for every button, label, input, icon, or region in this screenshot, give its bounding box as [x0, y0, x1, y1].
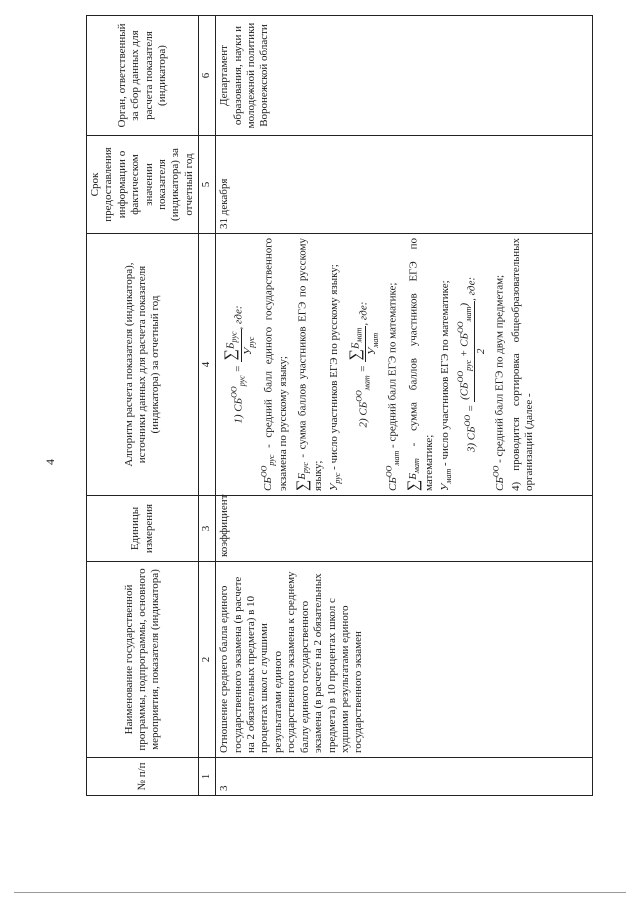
formula-2-term-1: $СБ^{ОО}_{мат}$ - средний балл ЕГЭ по математике;	[384, 282, 401, 491]
bottom-rule	[14, 892, 626, 893]
indicator-table	[86, 15, 593, 796]
column-number: 3	[199, 496, 216, 562]
formula-3-term-1: $СБ^{ОО}$ - средний балл ЕГЭ по двум предметам;	[491, 274, 507, 491]
column-number: 6	[199, 16, 216, 136]
indicator-name: Отношение среднего балла единого государственного экзамена (в расчете на 2 обязательных предмета) в 10 процентах школ с лучшими результатами единого государственного экзамена к среднему баллу единого государственного экзамена (в расчете на 2 обязательных предмета) в 10 процентах школ с худшими результатами единого государственного экзамен	[216, 562, 593, 758]
header-algorithm: Алгоритм расчета показателя (индикатора), источники данных для расчета показателя (индикатора) за отчетный год	[87, 234, 199, 496]
column-number: 5	[199, 136, 216, 234]
header-unit: Единицы измерения	[87, 496, 199, 562]
header-deadline: Срок предоставления информации о фактическом значении показателя (индикатора) за отчетный год	[87, 136, 199, 234]
table-header-row	[87, 16, 199, 796]
table-row	[216, 16, 593, 796]
formula-3: 3) $СБ^{ОО}$ = $(СБ^{ОО}_{рус} + СБ^{ОО}_{мат})$ 2 , где:	[456, 276, 488, 453]
algorithm-cell	[216, 234, 593, 496]
column-number: 1	[199, 758, 216, 796]
formula-2: 2) $СБ^{ОО}_{мат}$ = $\sum Б_{мат}$ $У_{мат}$ , где:	[346, 301, 381, 428]
page-number: 4	[43, 459, 57, 465]
header-num: № п/п	[87, 758, 199, 796]
formula-2-term-2: $\sum Б_{мат}$ - сумма баллов участников ЕГЭ по математике;	[404, 238, 436, 491]
formula-1-term-2: $\sum Б_{рус}$ - сумма баллов участников ЕГЭ по русскому языку;	[293, 238, 325, 491]
header-name: Наименование государственной программы, подпрограммы, основного мероприятия, показателя (индикатора)	[87, 562, 199, 758]
column-number: 2	[199, 562, 216, 758]
rotated-table-sheet	[86, 16, 606, 796]
formula-2-term-3: $У_{мат}$ - число участников ЕГЭ по математике;	[438, 280, 453, 491]
organ-cell: Департамент образования, науки и молодежной политики Воронежской области	[216, 16, 593, 136]
row-number: 3	[216, 758, 593, 796]
column-number-row	[199, 16, 216, 796]
algorithm-step-4: 4) проводится сортировка общеобразовательных организаций (далее -	[509, 238, 535, 491]
formula-1-term-1: $СБ^{ОО}_{рус}$ - средний балл единого государственного экзамена по русскому языку;	[259, 237, 290, 491]
deadline-cell: 31 декабря	[216, 136, 593, 234]
formula-1-term-3: $У_{рус}$ - число участников ЕГЭ по русскому языку;	[327, 264, 342, 491]
indicator-unit: коэффициент	[216, 496, 593, 562]
column-number: 4	[199, 234, 216, 496]
formula-1: 1) $СБ^{ОО}_{рус}$ = $\sum Б_{рус}$ $У_{рус}$ , где:	[222, 305, 256, 424]
header-organ: Орган, ответственный за сбор данных для расчета показателя (индикатора)	[87, 16, 199, 136]
